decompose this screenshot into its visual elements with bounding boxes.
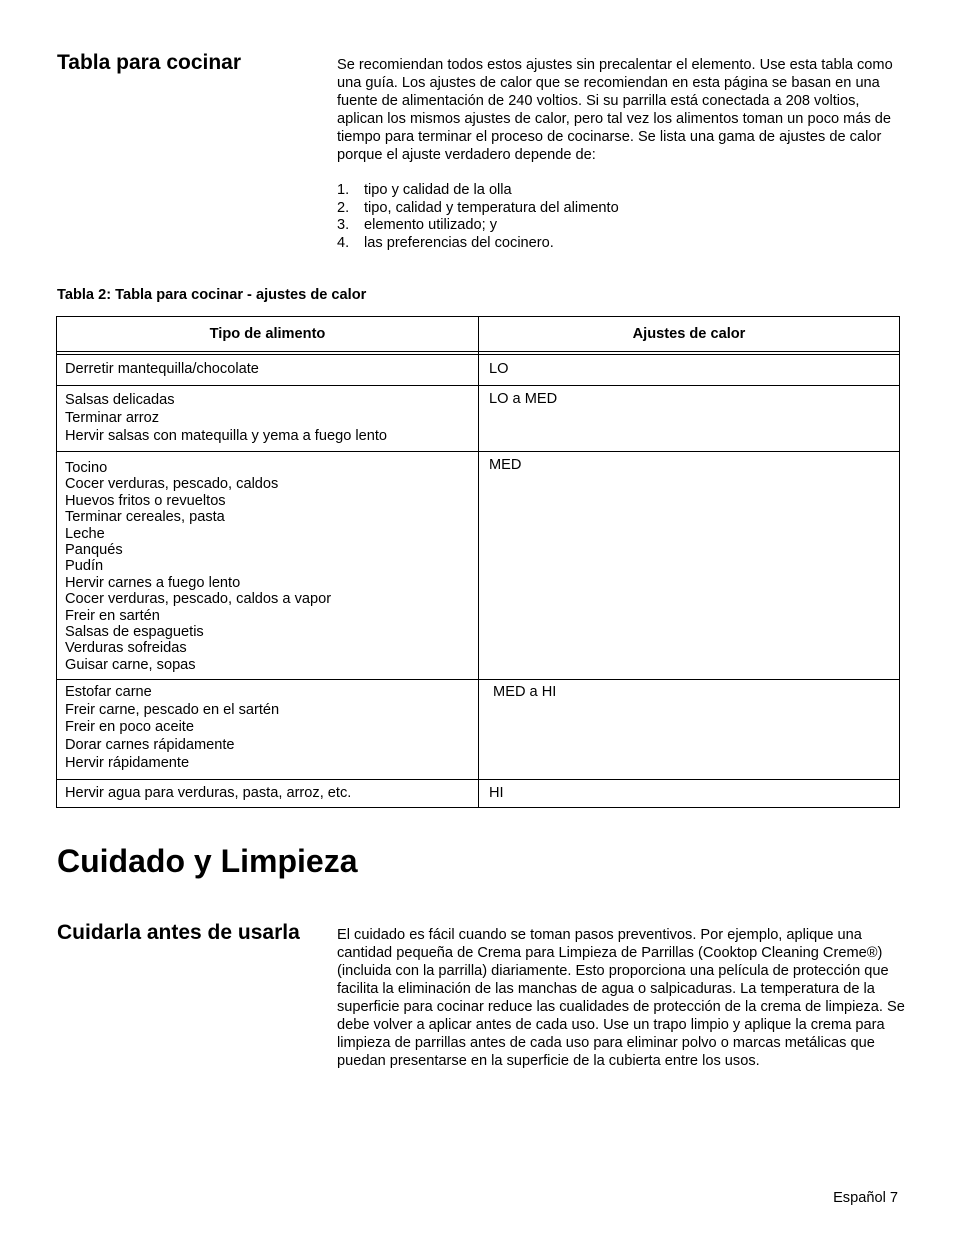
food-item: Freir carne, pescado en el sartén xyxy=(65,701,280,718)
heat-setting-cell: MED xyxy=(479,452,900,680)
factors-list xyxy=(337,182,619,253)
section-heading-cooking-table: Tabla para cocinar xyxy=(57,51,242,74)
food-type-cell xyxy=(57,780,479,808)
food-item: Hervir carnes a fuego lento xyxy=(65,574,241,591)
food-item: Leche xyxy=(65,525,105,542)
table-row xyxy=(57,386,900,452)
food-item: Guisar carne, sopas xyxy=(65,656,196,673)
food-type-cell xyxy=(57,386,479,452)
table-row xyxy=(57,452,900,680)
food-item: Cocer verduras, pescado, caldos xyxy=(65,476,279,493)
list-item xyxy=(337,217,619,235)
section-heading-care: Cuidarla antes de usarla xyxy=(57,921,300,944)
food-type-cell xyxy=(57,452,479,680)
food-item: Salsas delicadas xyxy=(65,392,175,408)
list-item-number: 1. xyxy=(337,182,350,198)
list-item xyxy=(337,235,619,253)
list-item-number: 2. xyxy=(337,199,350,216)
page-number: Español 7 xyxy=(833,1190,898,1206)
food-item: Dorar carnes rápidamente xyxy=(65,737,235,754)
food-item: Verduras sofreidas xyxy=(65,640,187,657)
list-item-text: tipo, calidad y temperatura del alimento xyxy=(364,199,619,216)
list-item xyxy=(337,200,619,218)
table-row xyxy=(57,355,900,386)
table-header-row xyxy=(57,317,900,352)
table-caption: Tabla 2: Tabla para cocinar - ajustes de calor xyxy=(57,287,367,303)
food-item: Tocino xyxy=(65,460,108,476)
food-item: Freir en poco aceite xyxy=(65,719,194,736)
heat-setting-cell: HI xyxy=(479,780,900,808)
table-row xyxy=(57,680,900,780)
food-item: Terminar arroz xyxy=(65,410,160,426)
list-item-text: las preferencias del cocinero. xyxy=(364,235,554,252)
table-row xyxy=(57,780,900,808)
heat-setting-cell: LO a MED xyxy=(479,386,900,452)
cooking-settings-table xyxy=(56,316,900,808)
food-item: Freir en sartén xyxy=(65,607,160,624)
list-item xyxy=(337,182,619,200)
food-item: Cocer verduras, pescado, caldos a vapor xyxy=(65,591,332,608)
food-type-cell xyxy=(57,680,479,780)
cooking-intro-paragraph: Se recomiendan todos estos ajustes sin precalentar el elemento. Use esta tabla como una guía. Los ajustes de calor que se recomiendan en esta página se basan en una fuente de alimentación de 240 voltios. Si su parrilla está conectada a 208 voltios, aplican los mismos ajustes de calor, pero tal vez los alimentos toman un poco más de tiempo para terminar el proceso de cocinarse. Se lista una gama de ajustes de calor porque el ajuste verdadero depende de: xyxy=(337,57,893,163)
list-item-number: 3. xyxy=(337,217,350,234)
chapter-title: Cuidado y Limpieza xyxy=(57,843,358,879)
list-item-text: tipo y calidad de la olla xyxy=(364,182,512,198)
food-item: Hervir salsas con matequilla y yema a fuego lento xyxy=(65,428,388,444)
food-item: Salsas de espaguetis xyxy=(65,624,204,641)
care-paragraph: El cuidado es fácil cuando se toman pasos preventivos. Por ejemplo, aplique una cantidad pequeña de Crema para Limpieza de Parrillas (Cooktop Cleaning Creme®) (incluida con la parrilla) diariamente. Esto proporciona una película de protección que facilita la eliminación de las manchas de agua o salpicaduras. La temperatura de la superficie para cocinar reduce las cualidades de protección de la crema de limpieza. Se debe volver a aplicar antes de cada uso. Use un trapo limpio y aplique la crema para limpieza de parrillas antes de cada uso para eliminar polvo o marcas metálicas que puedan presentarse en la superficie de la cubierta entre los usos. xyxy=(337,927,905,1069)
heat-setting-cell: MED a HI xyxy=(479,680,900,780)
food-item: Huevos fritos o revueltos xyxy=(65,492,226,509)
food-item: Pudín xyxy=(65,558,104,575)
heat-setting-cell: LO xyxy=(479,355,900,386)
column-header-food: Tipo de alimento xyxy=(57,317,479,352)
food-type-cell xyxy=(57,355,479,386)
food-item: Hervir rápidamente xyxy=(65,754,190,771)
food-item: Hervir agua para verduras, pasta, arroz, etc. xyxy=(65,785,352,802)
food-item: Derretir mantequilla/chocolate xyxy=(65,361,259,377)
food-item: Estofar carne xyxy=(65,684,152,701)
list-item-number: 4. xyxy=(337,235,350,252)
column-header-setting: Ajustes de calor xyxy=(479,317,900,352)
food-item: Panqués xyxy=(65,542,123,559)
food-item: Terminar cereales, pasta xyxy=(65,509,225,526)
list-item-text: elemento utilizado; y xyxy=(364,217,498,234)
